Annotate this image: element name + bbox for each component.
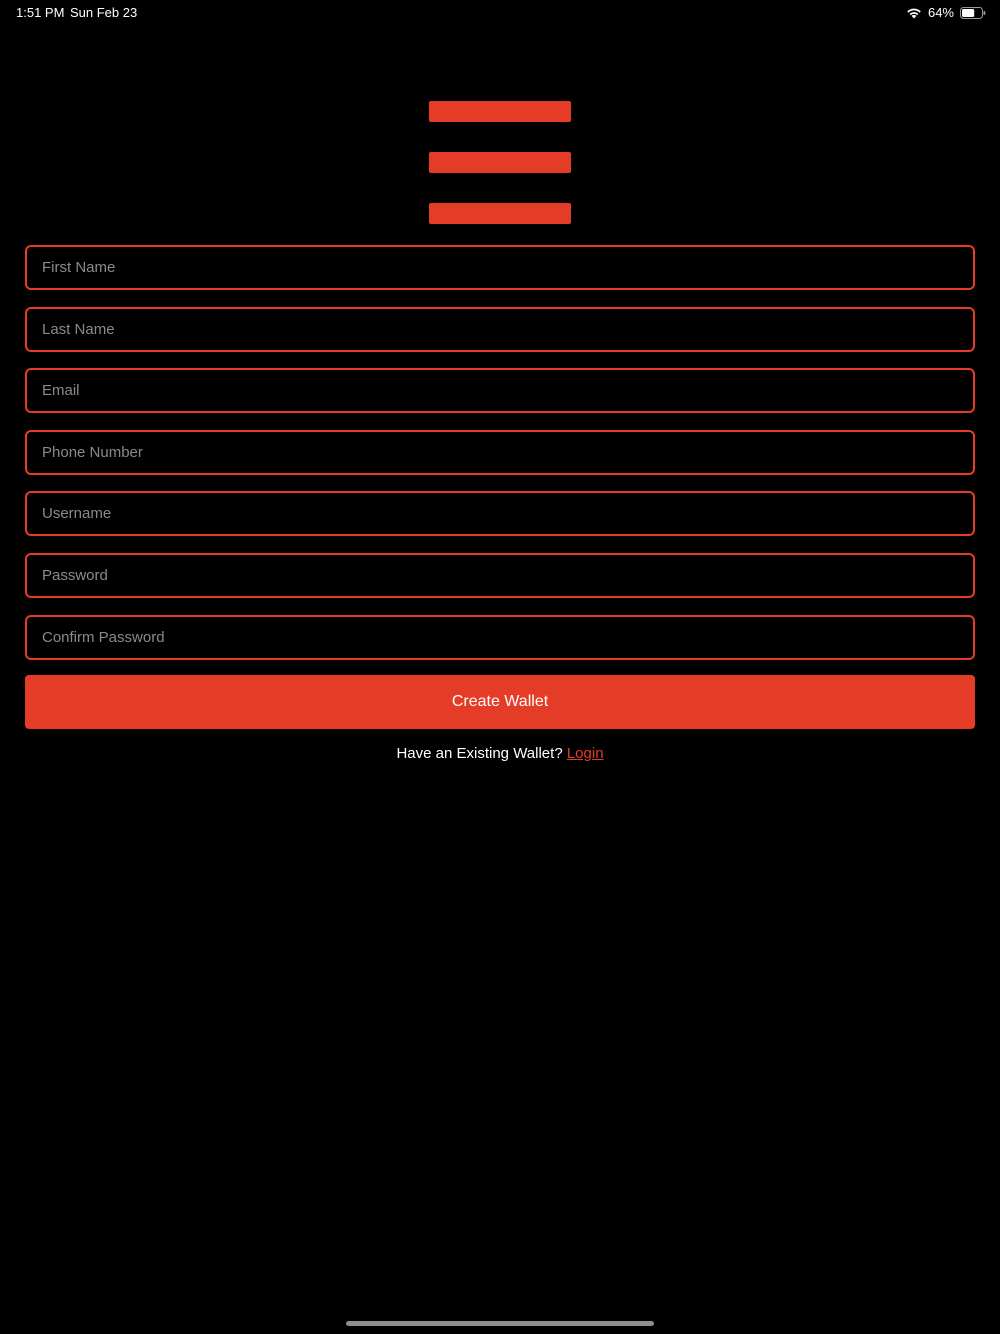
password-input[interactable] (27, 555, 973, 596)
confirm-password-field[interactable] (25, 615, 975, 660)
battery-icon (960, 6, 986, 18)
phone-number-field[interactable] (25, 430, 975, 475)
first-name-input[interactable] (27, 247, 973, 288)
status-bar (0, 0, 1000, 24)
email-field[interactable] (25, 368, 975, 413)
create-wallet-button[interactable]: Create Wallet (25, 675, 975, 729)
last-name-field[interactable] (25, 307, 975, 352)
login-link[interactable]: Login (566, 745, 604, 762)
home-indicator[interactable] (346, 1321, 654, 1326)
status-time: 1:51 PM (16, 5, 65, 20)
username-input[interactable] (27, 493, 973, 534)
existing-wallet-text: Have an Existing Wallet? (396, 745, 563, 762)
status-date: Sun Feb 23 (70, 5, 138, 20)
first-name-field[interactable] (25, 245, 975, 290)
logo-bar-top (429, 101, 571, 122)
email-input[interactable] (27, 370, 973, 411)
password-field[interactable] (25, 553, 975, 598)
status-indicators (906, 4, 986, 20)
logo-bar-bottom (429, 203, 571, 224)
wifi-icon (906, 6, 922, 18)
app-logo (429, 101, 571, 225)
login-prompt (0, 745, 1000, 762)
username-field[interactable] (25, 491, 975, 536)
confirm-password-input[interactable] (27, 617, 973, 658)
battery-percent: 64% (927, 4, 954, 20)
last-name-input[interactable] (27, 309, 973, 350)
phone-number-input[interactable] (27, 432, 973, 473)
logo-bar-middle (429, 152, 571, 173)
